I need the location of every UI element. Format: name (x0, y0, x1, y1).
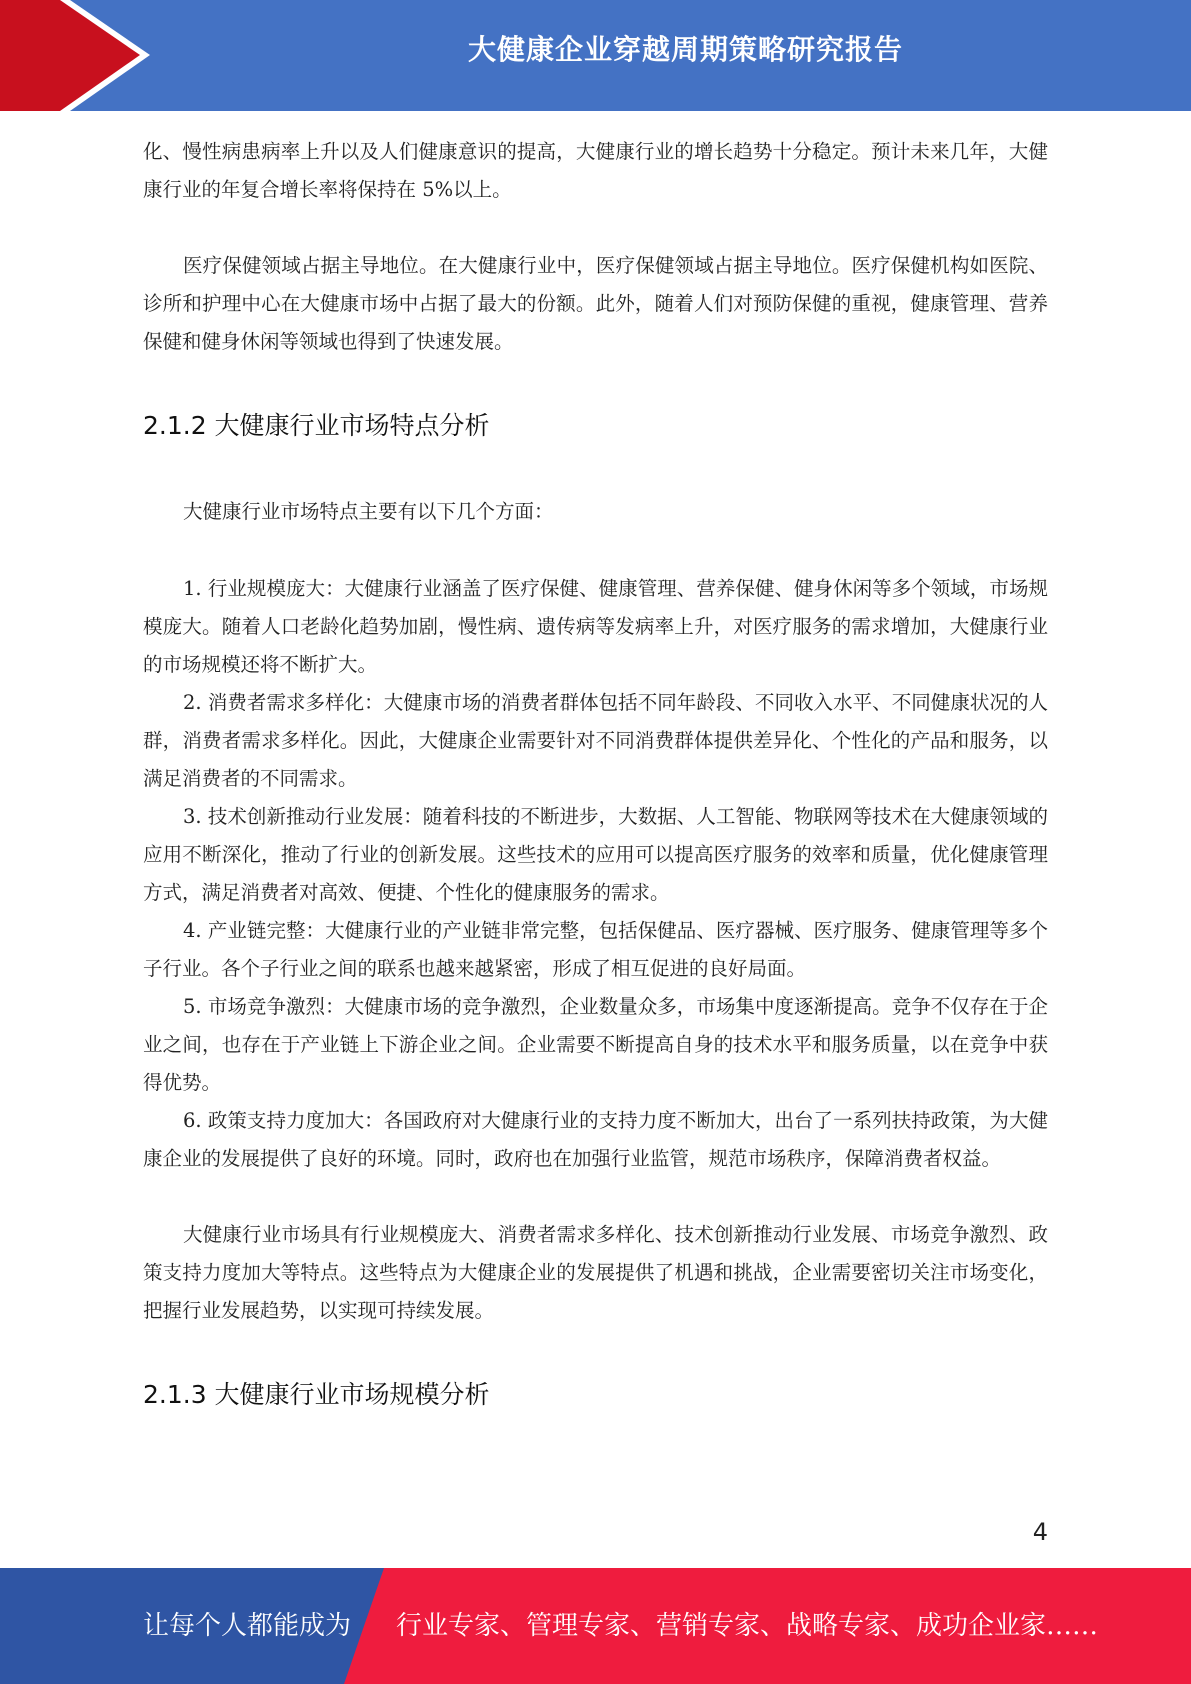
paragraph-growth-trend: 化、慢性病患病率上升以及人们健康意识的提高，大健康行业的增长趋势十分稳定。预计未来几年，大健康行业的年复合增长率将保持在 5%以上。 (143, 140, 1048, 201)
section-heading-2-1-3: 2.1.3 大健康行业市场规模分析 (143, 1380, 490, 1409)
section-heading-2-1-2: 2.1.2 大健康行业市场特点分析 (143, 411, 490, 440)
list-item-1: 1. 行业规模庞大：大健康行业涵盖了医疗保健、健康管理、营养保健、健身休闲等多个领域，市场规模庞大。随着人口老龄化趋势加剧，慢性病、遗传病等发病率上升，对医疗服务的需求增加，大健康行业的市场规模还将不断扩大。 (143, 577, 1048, 676)
list-item-3: 3. 技术创新推动行业发展：随着科技的不断进步，大数据、人工智能、物联网等技术在大健康领域的应用不断深化，推动了行业的创新发展。这些技术的应用可以提高医疗服务的效率和质量，优化健康管理方式，满足消费者对高效、便捷、个性化的健康服务的需求。 (143, 805, 1048, 904)
footer-slogan-right: 行业专家、管理专家、营销专家、战略专家、成功企业家…… (396, 1611, 1099, 1641)
list-item-4: 4. 产业链完整：大健康行业的产业链非常完整，包括保健品、医疗器械、医疗服务、健康管理等多个子行业。各个子行业之间的联系也越来越紧密，形成了相互促进的良好局面。 (143, 919, 1048, 980)
footer-slogan-left: 让每个人都能成为 (143, 1611, 352, 1641)
list-item-2: 2. 消费者需求多样化：大健康市场的消费者群体包括不同年龄段、不同收入水平、不同健康状况的人群，消费者需求多样化。因此，大健康企业需要针对不同消费群体提供差异化、个性化的产品和服务，以满足消费者的不同需求。 (143, 691, 1048, 790)
page-header (0, 0, 1191, 111)
list-item-5: 5. 市场竞争激烈：大健康市场的竞争激烈，企业数量众多，市场集中度逐渐提高。竞争不仅存在于企业之间，也存在于产业链上下游企业之间。企业需要不断提高自身的技术水平和服务质量，以在竞争中获得优势。 (143, 995, 1048, 1094)
list-item-6: 6. 政策支持力度加大：各国政府对大健康行业的支持力度不断加大，出台了一系列扶持政策，为大健康企业的发展提供了良好的环境。同时，政府也在加强行业监管，规范市场秩序，保障消费者权益。 (143, 1109, 1048, 1170)
report-title: 大健康企业穿越周期策略研究报告 (467, 33, 903, 66)
paragraph-intro: 大健康行业市场特点主要有以下几个方面： (183, 500, 554, 523)
paragraph-summary: 大健康行业市场具有行业规模庞大、消费者需求多样化、技术创新推动行业发展、市场竞争激烈、政策支持力度加大等特点。这些特点为大健康企业的发展提供了机遇和挑战，企业需要密切关注市场变化，把握行业发展趋势，以实现可持续发展。 (143, 1223, 1048, 1322)
page-number: 4 (1032, 1518, 1048, 1546)
header-chevron-decoration (0, 0, 160, 111)
document-body (143, 133, 1048, 1415)
page-footer (0, 1568, 1191, 1684)
paragraph-healthcare-dominance: 医疗保健领域占据主导地位。在大健康行业中，医疗保健领域占据主导地位。医疗保健机构如医院、诊所和护理中心在大健康市场中占据了最大的份额。此外，随着人们对预防保健的重视，健康管理、营养保健和健身休闲等领域也得到了快速发展。 (143, 254, 1048, 353)
